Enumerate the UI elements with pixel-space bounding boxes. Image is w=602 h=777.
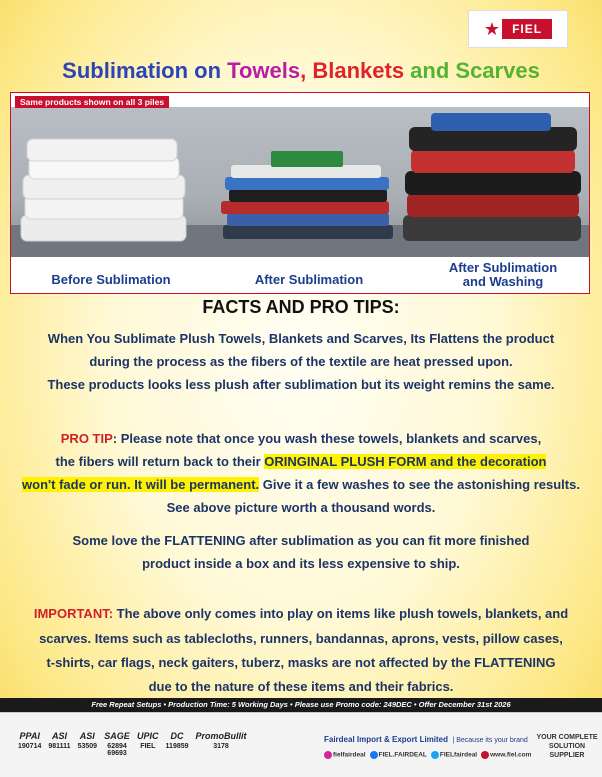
association-item [48, 729, 70, 757]
association-logo: SAGE [104, 731, 130, 741]
facebook-icon [370, 751, 378, 759]
association-item [104, 729, 130, 757]
association-item [196, 729, 247, 757]
protip-text: Give it a few washes to see the astonishing results. [259, 477, 580, 492]
important-line-1 [0, 603, 602, 624]
company-name: Fairdeal Import & Export Limited [324, 735, 449, 744]
caption-after: After Sublimation [254, 272, 364, 287]
instagram-icon [324, 751, 332, 759]
association-logo: ASI [79, 731, 95, 741]
association-number: 190714 [18, 743, 42, 750]
association-item [166, 729, 189, 757]
social-twitter[interactable] [431, 751, 477, 759]
association-item [78, 729, 97, 757]
middle-pile [221, 151, 393, 239]
important-line-4: due to the nature of these items and their fabrics. [148, 679, 454, 694]
association-logo: ASI [51, 731, 67, 741]
product-photo-panel [10, 92, 590, 294]
logo-text: FIEL [502, 19, 552, 39]
social-handle: fielfairdeal [333, 751, 366, 759]
title-part: and Scarves [404, 58, 540, 83]
social-instagram[interactable] [324, 751, 366, 759]
association-item [137, 729, 159, 757]
title-part: , Blankets [300, 58, 405, 83]
association-item [18, 729, 41, 757]
intro-line-3: These products looks less plush after sublimation but its weight remins the same. [47, 377, 555, 392]
protip-label: PRO TIP [60, 431, 113, 446]
social-facebook[interactable] [370, 751, 427, 759]
promo-bar: Free Repeat Setups • Production Time: 5 Working Days • Please use Promo code: 249DEC • Offer December 31st 2026 [0, 698, 602, 712]
protip-line-1 [0, 428, 602, 449]
association-number: 3178 [213, 743, 229, 750]
social-links [324, 751, 534, 759]
intro-line-2: during the process as the fibers of the textile are heat pressed upon. [89, 354, 513, 369]
fiel-logo [468, 10, 568, 48]
protip-text: the fibers will return back to their [55, 454, 265, 469]
association-number: 62894 69693 [107, 743, 127, 757]
company-info [324, 729, 534, 759]
star-icon: ★ [483, 18, 501, 40]
title-part: Towels [227, 58, 301, 83]
protip-highlight: won't fade or run. It will be permanent. [22, 477, 260, 492]
protip-line-4: See above picture worth a thousand words. [166, 500, 436, 515]
association-logos [18, 729, 247, 757]
title-part: Sublimation on [62, 58, 228, 83]
social-handle: FIELfairdeal [439, 751, 478, 759]
protip-text: : Please note that once you wash these towels, blankets and scarves, [112, 431, 542, 446]
association-logo: UPIC [137, 731, 159, 741]
association-logo: PPAI [19, 731, 40, 741]
twitter-icon [431, 751, 439, 759]
love-line-1: Some love the FLATTENING after sublimation as you can fit more finished [72, 533, 530, 548]
social-handle: www.fiel.com [490, 751, 532, 759]
page-title [0, 58, 602, 84]
love-line-2: product inside a box and its less expensive to ship. [142, 556, 460, 571]
association-number: 981111 [48, 743, 71, 750]
association-number: 119859 [165, 743, 189, 750]
social-handle: FIEL.FAIRDEAL [378, 751, 427, 759]
towel-piles-illustration [11, 107, 590, 257]
footer [0, 712, 602, 777]
caption-before: Before Sublimation [51, 272, 171, 287]
protip-line-3 [0, 474, 602, 495]
important-label: IMPORTANT: [33, 606, 114, 621]
association-number: FIEL [140, 743, 156, 750]
protip-highlight: ORINGINAL PLUSH FORM and the decoration [264, 454, 547, 469]
caption-after-washing-line1: After Sublimation [448, 260, 558, 275]
supplier-tagline: YOUR COMPLETE SOLUTION SUPPLIER [536, 734, 598, 759]
white-pile [21, 139, 186, 241]
company-tagline: | Because its your brand [452, 737, 528, 744]
association-number: 53509 [77, 743, 98, 750]
company-line [324, 729, 534, 747]
right-pile [403, 113, 581, 241]
protip-line-2 [0, 451, 602, 472]
facts-heading: FACTS AND PRO TIPS: [202, 297, 400, 317]
association-logo: DC [170, 731, 184, 741]
important-line-3: t-shirts, car flags, neck gaiters, tuberz, masks are not affected by the FLATTENING [46, 655, 556, 670]
product-photo [11, 107, 590, 257]
social-website[interactable] [481, 751, 531, 759]
association-logo: PromoBullit [195, 731, 247, 741]
web-icon [481, 751, 489, 759]
photo-note: Same products shown on all 3 piles [15, 96, 169, 108]
important-text: The above only comes into play on items like plush towels, blankets, and [113, 606, 569, 621]
caption-after-washing-line2: and Washing [462, 274, 544, 289]
intro-line-1: When You Sublimate Plush Towels, Blankets and Scarves, Its Flattens the product [47, 331, 555, 346]
important-line-2: scarves. Items such as tablecloths, runners, bandannas, aprons, vests, pillow cases, [39, 631, 563, 646]
